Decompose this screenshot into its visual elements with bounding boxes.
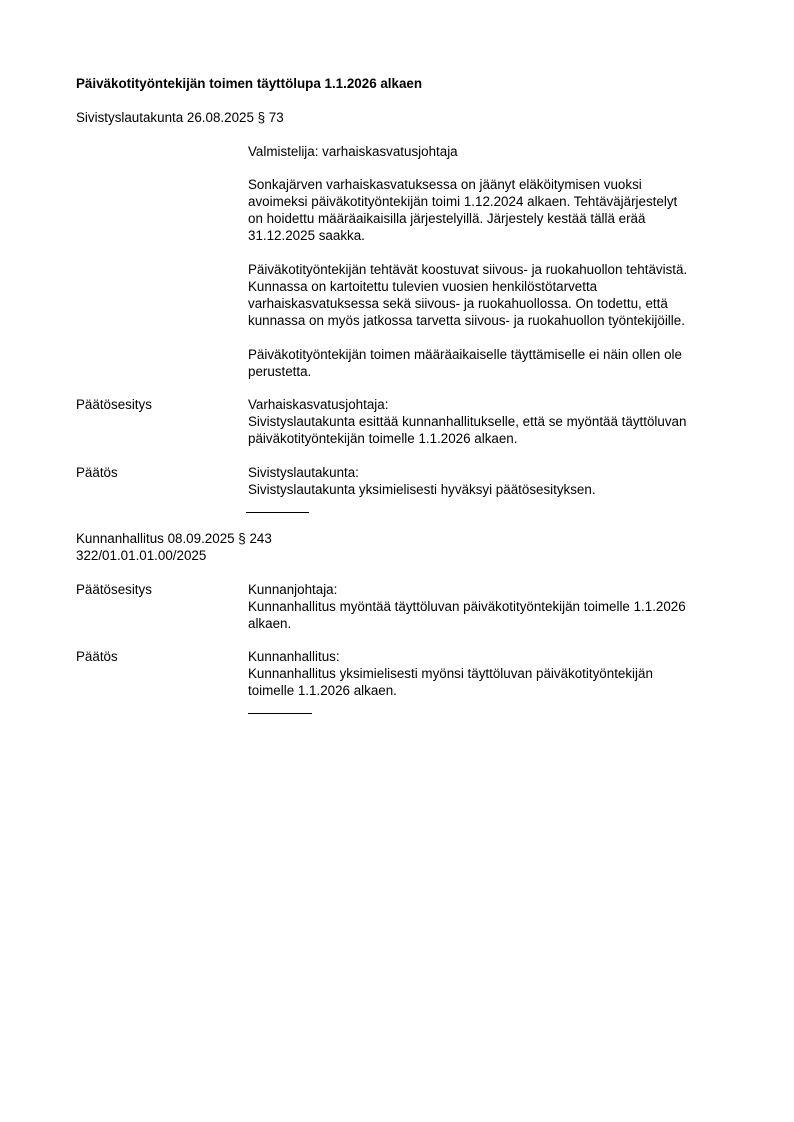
document-title: Päiväkotityöntekijän toimen täyttölupa 1.1.2026 alkaen xyxy=(76,76,423,91)
decision-line: Sivistyslautakunta: xyxy=(248,465,359,480)
paragraph-line: on hoidettu määräaikaisilla järjestelyillä. Järjestely kestää tällä erää xyxy=(248,211,646,226)
paragraph-line: Kunnassa on kartoitettu tulevien vuosien henkilöstötarvetta xyxy=(248,279,598,294)
proposal-label: Päätösesitys xyxy=(76,582,152,597)
decision-label: Päätös xyxy=(76,649,118,664)
proposal-line: Sivistyslautakunta esittää kunnanhallitukselle, että se myöntää täyttöluvan xyxy=(248,414,687,429)
preparer-line: Valmistelija: varhaiskasvatusjohtaja xyxy=(248,144,458,159)
section-divider xyxy=(246,512,309,513)
section2-heading: Kunnanhallitus 08.09.2025 § 243 xyxy=(76,531,272,546)
proposal-label: Päätösesitys xyxy=(76,397,152,412)
proposal-line: päiväkotityöntekijän toimelle 1.1.2026 alkaen. xyxy=(248,431,518,446)
decision-line: Kunnanhallitus yksimielisesti myönsi täyttöluvan päiväkotityöntekijän xyxy=(248,666,653,681)
section-divider xyxy=(248,713,312,714)
proposal-line: alkaen. xyxy=(248,616,292,631)
decision-line: Sivistyslautakunta yksimielisesti hyväksyi päätösesityksen. xyxy=(248,482,596,497)
case-reference: 322/01.01.01.00/2025 xyxy=(76,548,207,563)
paragraph-line: perustetta. xyxy=(248,364,312,379)
paragraph-line: varhaiskasvatuksessa sekä siivous- ja ruokahuollossa. On todettu, että xyxy=(248,296,668,311)
paragraph-line: avoimeksi päiväkotityöntekijän toimi 1.12.2024 alkaen. Tehtäväjärjestelyt xyxy=(248,194,678,209)
paragraph-line: Sonkajärven varhaiskasvatuksessa on jäänyt eläköitymisen vuoksi xyxy=(248,177,642,192)
decision-label: Päätös xyxy=(76,465,118,480)
paragraph-line: Päiväkotityöntekijän toimen määräaikaiselle täyttämiselle ei näin ollen ole xyxy=(248,347,682,362)
proposal-line: Kunnanjohtaja: xyxy=(248,582,338,597)
paragraph-line: 31.12.2025 saakka. xyxy=(248,228,365,243)
proposal-line: Varhaiskasvatusjohtaja: xyxy=(248,397,389,412)
paragraph-line: kunnassa on myös jatkossa tarvetta siivous- ja ruokahuollon työntekijöille. xyxy=(248,313,685,328)
paragraph-line: Päiväkotityöntekijän tehtävät koostuvat siivous- ja ruokahuollon tehtävistä. xyxy=(248,262,688,277)
decision-line: Kunnanhallitus: xyxy=(248,649,340,664)
proposal-line: Kunnanhallitus myöntää täyttöluvan päiväkotityöntekijän toimelle 1.1.2026 xyxy=(248,599,686,614)
decision-line: toimelle 1.1.2026 alkaen. xyxy=(248,683,397,698)
section1-heading: Sivistyslautakunta 26.08.2025 § 73 xyxy=(76,110,284,125)
